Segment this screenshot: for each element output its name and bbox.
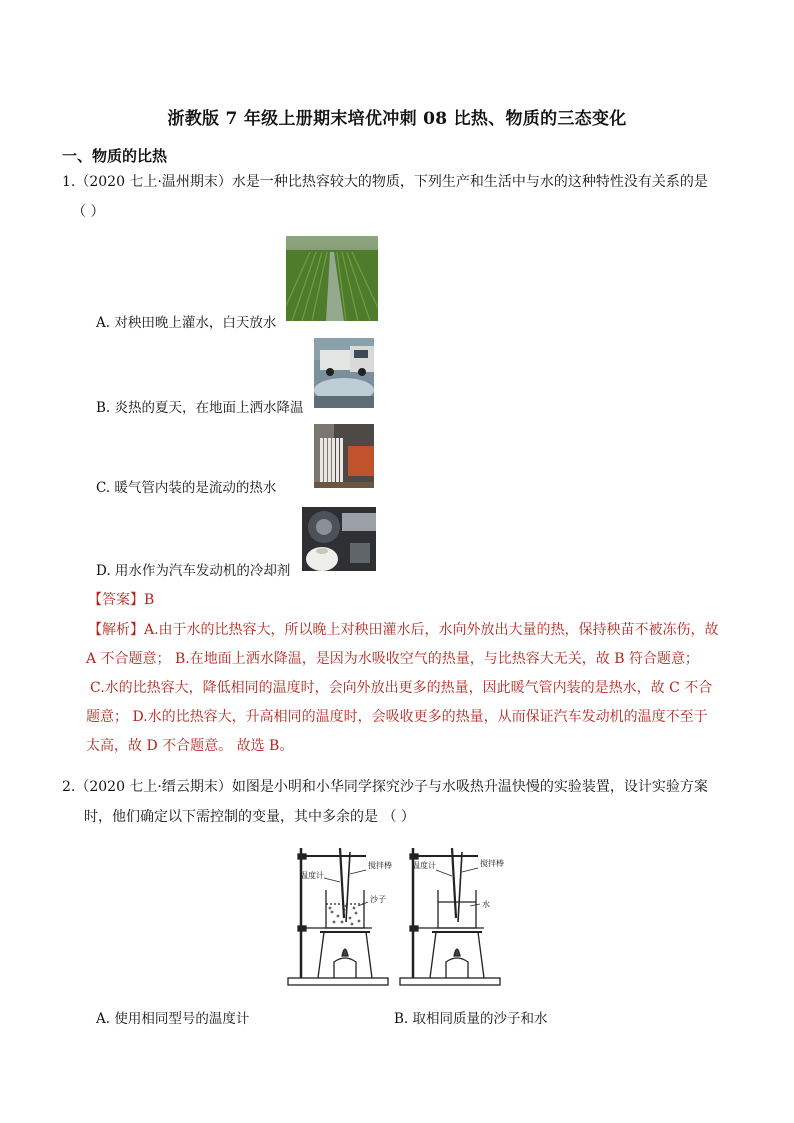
q2-stem-line2: 时，他们确定以下需控制的变量，其中多余的是 （ ） — [84, 809, 415, 825]
q2-option-b: B. 取相同质量的沙子和水 — [394, 1011, 548, 1027]
q1-answer — [88, 586, 154, 615]
section-heading: 一、物质的比热 — [62, 147, 168, 165]
page-title: 浙教版 7 年级上册期末培优冲刺 08 比热、物质的三态变化 — [167, 109, 627, 129]
street-sprinkler-image — [314, 338, 374, 408]
rice-field-image — [286, 236, 378, 321]
q1-analysis-line1 — [88, 616, 748, 645]
q2-stem-line1: 2.（2020 七上·缙云期末）如图是小明和小华同学探究沙子与水吸热升温快慢的实验装置，设计实验方案 — [62, 779, 708, 795]
label-right-thermometer: 温度计 — [412, 861, 436, 870]
analysis-text-1: A.由于水的比热容大，所以晚上对秧田灌水后，水向外放出大量的热，保持秧苗不被冻伤，故 — [144, 622, 719, 638]
apparatus-figure — [284, 838, 520, 990]
q1-stem-line1: 1.（2020 七上·温州期末）水是一种比热容较大的物质，下列生产和生活中与水的这种特性没有关系的是 — [62, 174, 708, 190]
q1-option-c: C. 暖气管内装的是流动的热水 — [96, 480, 277, 496]
label-water: 水 — [482, 900, 490, 909]
answer-tag: 【答案】 — [88, 592, 144, 608]
q1-analysis-line5: 太高，故 D 不合题意。 故选 B。 — [86, 738, 294, 754]
q1-analysis-line3: C.水的比热容大，降低相同的温度时，会向外放出更多的热量，因此暖气管内装的是热水，故 C 不合 — [90, 680, 713, 696]
label-sand: 沙子 — [370, 895, 386, 904]
engine-coolant-image — [302, 507, 376, 571]
q2-option-a: A. 使用相同型号的温度计 — [96, 1011, 250, 1027]
label-left-thermometer: 温度计 — [300, 871, 324, 880]
answer-value: B — [144, 592, 155, 608]
analysis-tag: 【解析】 — [88, 622, 144, 638]
q1-option-a: A. 对秧田晚上灌水，白天放水 — [96, 315, 277, 331]
q1-analysis-line4: 题意； D.水的比热容大，升高相同的温度时，会吸收更多的热量，从而保证汽车发动机的温度不至于 — [86, 709, 708, 725]
label-right-stirrer: 搅拌棒 — [480, 859, 504, 868]
q1-option-d: D. 用水作为汽车发动机的冷却剂 — [96, 563, 291, 579]
q1-option-b: B. 炎热的夏天，在地面上洒水降温 — [96, 400, 304, 416]
radiator-image — [314, 424, 374, 488]
q1-stem-line2: （ ） — [72, 204, 105, 220]
label-left-stirrer: 搅拌棒 — [368, 861, 392, 870]
q1-analysis-line2: A 不合题意； B.在地面上洒水降温，是因为水吸收空气的热量，与比热容大无关，故 B 符合题意； — [86, 651, 699, 667]
